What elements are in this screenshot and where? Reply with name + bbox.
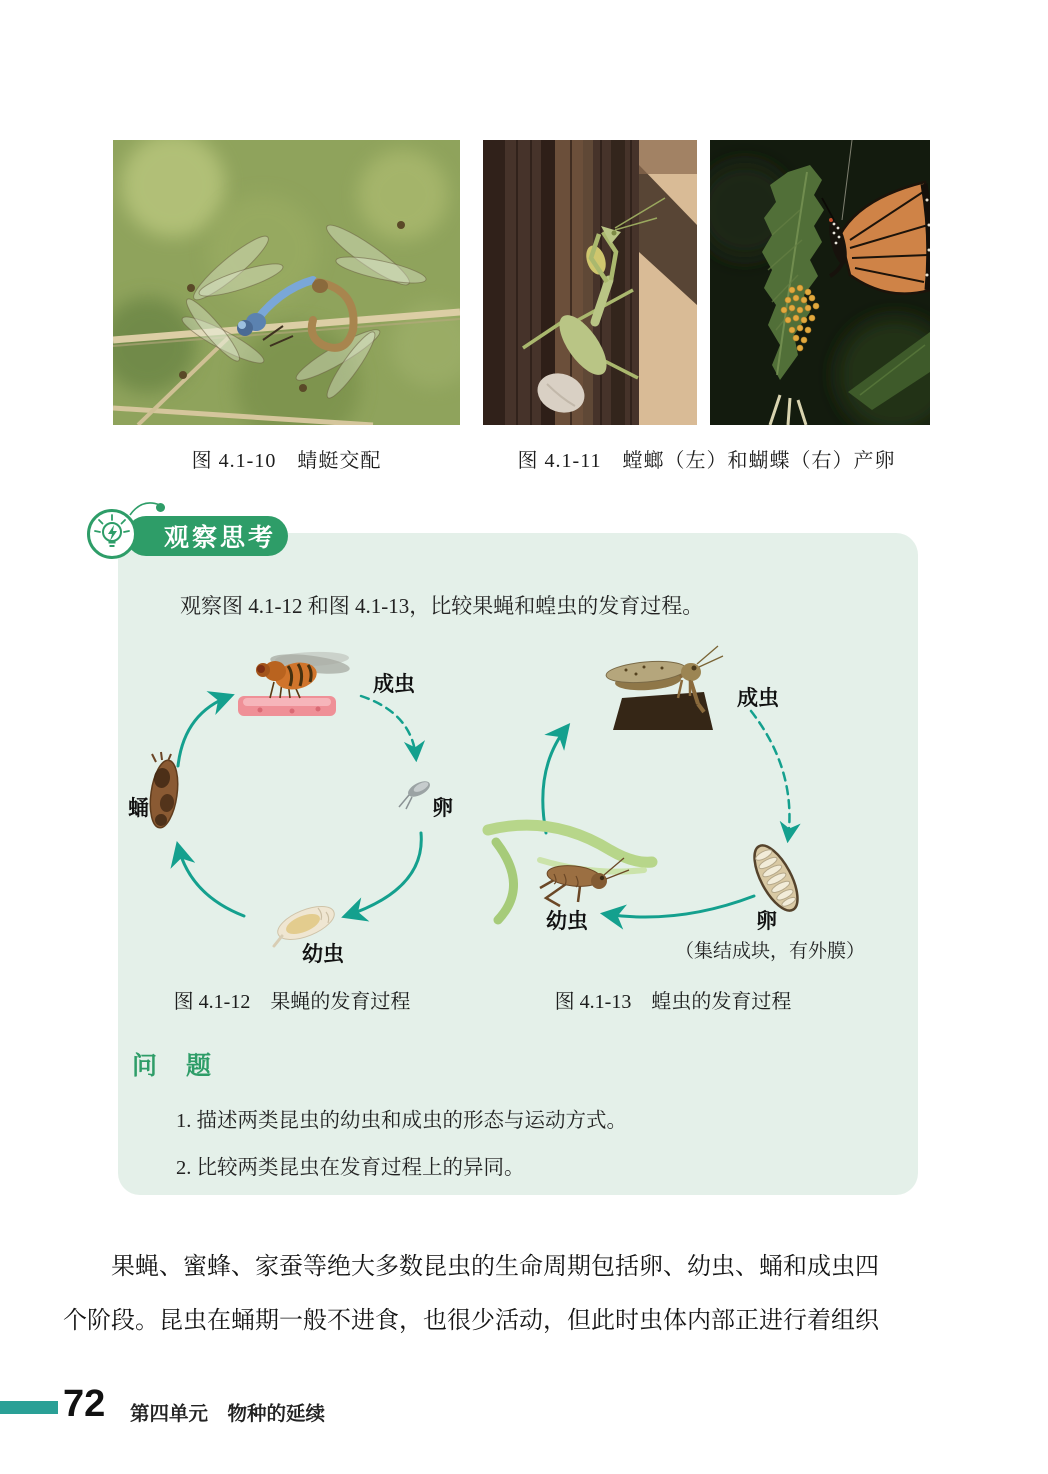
unit-title: 第四单元 物种的延续	[130, 1403, 326, 1425]
fly-larva-label: 幼虫	[302, 942, 344, 966]
locust-arrow-adult-to-egg	[751, 711, 789, 839]
badge-dot	[156, 503, 165, 512]
badge-label: 观察思考	[163, 524, 276, 552]
fly-egg-label: 卵	[432, 796, 453, 820]
question-item-2: 2. 比较两类昆虫在发育过程上的异同。	[176, 1157, 525, 1179]
questions-title: 问 题	[132, 1052, 214, 1080]
locust-adult-label: 成虫	[737, 686, 779, 710]
butterfly-egg-laying-photo	[710, 140, 930, 425]
footer-accent-bar	[0, 1401, 58, 1414]
figure-caption-mantis-butterfly: 图 4.1-11 螳螂（左）和蝴蝶（右）产卵	[517, 450, 896, 472]
figure-caption-dragonfly: 图 4.1-10 蜻蜓交配	[191, 450, 382, 472]
body-line-1: 果蝇、蜜蜂、家蚕等绝大多数昆虫的生命周期包括卵、幼虫、蛹和成虫四	[111, 1254, 879, 1280]
locust-egg-note: （集结成块，有外膜）	[674, 941, 865, 962]
locust-nymph-label: 幼虫	[546, 909, 588, 933]
fly-arrow-larva-to-pupa	[178, 846, 244, 916]
body-line-2: 个阶段。昆虫在蛹期一般不进食，也很少活动，但此时虫体内部正进行着组织	[63, 1308, 879, 1334]
locust-adult-art	[578, 634, 733, 732]
fly-pupa-label: 蛹	[128, 796, 149, 820]
fly-adult-label: 成虫	[373, 672, 415, 696]
body-paragraph	[63, 1240, 933, 1348]
activity-intro: 观察图 4.1-12 和图 4.1-13，比较果蝇和蝗虫的发育过程。	[180, 594, 704, 618]
fly-arrow-egg-to-larva	[346, 833, 421, 916]
locust-cycle-caption: 图 4.1-13 蝗虫的发育过程	[554, 991, 792, 1013]
fly-cycle-caption: 图 4.1-12 果蝇的发育过程	[173, 991, 411, 1013]
question-item-1: 1. 描述两类昆虫的幼虫和成虫的形态与运动方式。	[176, 1110, 627, 1132]
fly-adult-art	[230, 640, 360, 722]
dragonfly-mating-photo	[113, 140, 460, 425]
locust-egg-label: 卵	[756, 909, 777, 933]
fly-arrow-adult-to-egg	[361, 696, 416, 758]
mantis-photo	[483, 140, 697, 425]
page-number: 72	[63, 1383, 106, 1425]
fly-egg-art	[396, 776, 436, 812]
